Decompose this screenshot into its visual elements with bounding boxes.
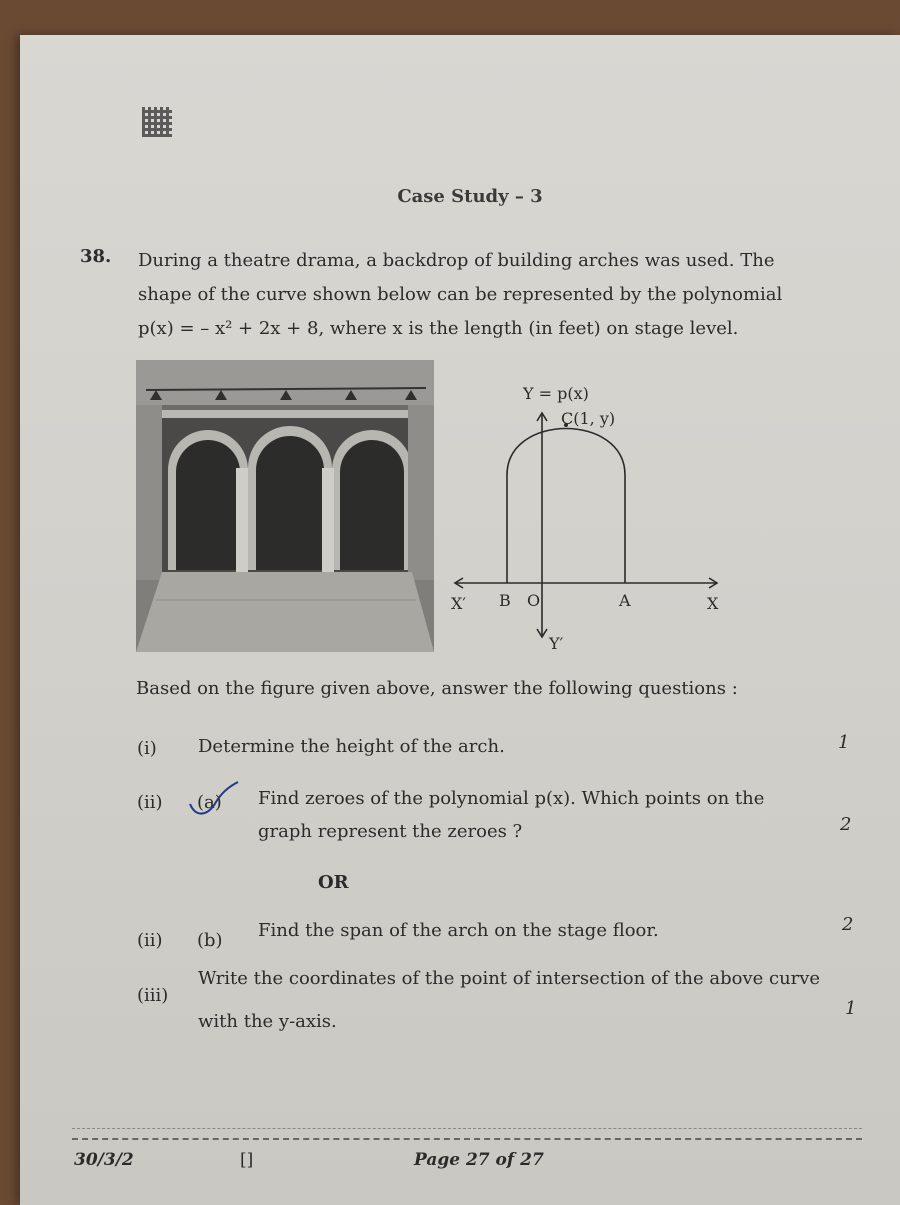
part-ii-a-line-2: graph represent the zeroes ? xyxy=(258,821,523,842)
arches-backdrop-photo xyxy=(136,360,434,652)
footer-divider-top xyxy=(72,1128,862,1129)
question-number: 38. xyxy=(80,246,112,267)
tick-mark xyxy=(186,780,246,820)
part-i-marks: 1 xyxy=(838,732,850,753)
y-prime-label: Y′ xyxy=(549,634,564,653)
or-separator: OR xyxy=(318,872,349,893)
part-ii-a-label: (a) xyxy=(197,792,222,813)
footer-divider xyxy=(72,1138,862,1140)
question-stem-line-3: p(x) = – x² + 2x + 8, where x is the length (in feet) on stage level. xyxy=(138,318,739,339)
arches-illustration xyxy=(136,360,434,652)
arch-curve-svg xyxy=(445,375,745,655)
case-study-title: Case Study – 3 xyxy=(397,186,543,207)
point-a-label: A xyxy=(619,591,631,610)
footer-box: [] xyxy=(240,1150,254,1170)
arch-curve xyxy=(507,429,625,584)
x-prime-label: X′ xyxy=(451,594,467,613)
y-axis-label: Y = p(x) xyxy=(523,384,589,403)
part-iii-label: (iii) xyxy=(137,985,169,1006)
x-label: X xyxy=(707,594,719,613)
part-iii-line-1: Write the coordinates of the point of intersection of the above curve xyxy=(198,968,821,989)
paper-code: 30/3/2 xyxy=(74,1150,134,1170)
part-ii-a-marks: 2 xyxy=(840,814,852,835)
arch-curve-graph xyxy=(445,375,745,655)
question-stem-line-2: shape of the curve shown below can be represented by the polynomial xyxy=(138,284,783,305)
part-ii-label: (ii) xyxy=(137,792,163,813)
origin-label: O xyxy=(527,591,541,610)
point-b-label: B xyxy=(499,591,511,610)
part-iii-marks: 1 xyxy=(845,998,857,1019)
part-ii-b-marks: 2 xyxy=(842,914,854,935)
instruction-text: Based on the figure given above, answer the following questions : xyxy=(136,678,738,699)
part-ii-b-sub-label: (b) xyxy=(197,930,223,951)
part-ii-b-label: (ii) xyxy=(137,930,163,951)
page-number: Page 27 of 27 xyxy=(414,1150,544,1170)
part-i-label: (i) xyxy=(137,738,157,759)
part-ii-a-line-1: Find zeroes of the polynomial p(x). Which points on the xyxy=(258,788,765,809)
part-i-text: Determine the height of the arch. xyxy=(198,736,505,757)
point-c-label: C(1, y) xyxy=(561,409,616,428)
qr-code xyxy=(142,107,172,137)
part-ii-b-text: Find the span of the arch on the stage floor. xyxy=(258,920,659,941)
question-stem-line-1: During a theatre drama, a backdrop of building arches was used. The xyxy=(138,250,775,271)
part-iii-line-2: with the y-axis. xyxy=(198,1011,337,1032)
